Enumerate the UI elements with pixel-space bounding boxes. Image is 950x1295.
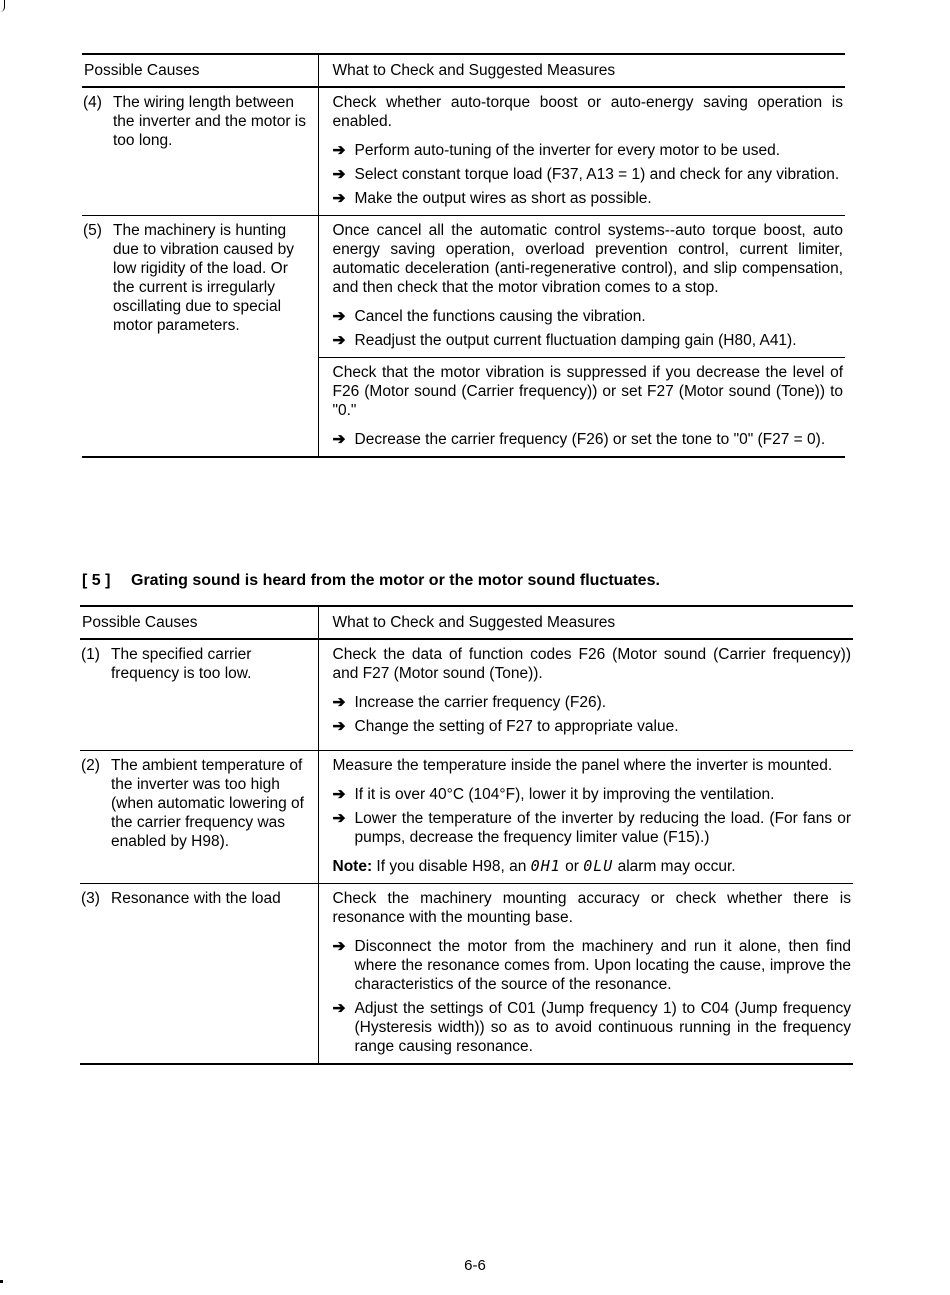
measure-item: ➔ Select constant torque load (F37, A13 = 1) and check for any vibration.	[332, 166, 840, 183]
alarm-code-olu: 0LU	[583, 857, 614, 875]
section-number: [ 5 ]	[82, 572, 111, 589]
measure-item: ➔ Cancel the functions causing the vibration.	[332, 308, 646, 325]
header-possible-causes: Possible Causes	[82, 54, 318, 87]
header-check-measures: What to Check and Suggested Measures	[318, 54, 845, 87]
check-text: Check the machinery mounting accuracy or check whether there is resonance with the mounting base.	[332, 890, 851, 926]
measure-item: ➔ Decrease the carrier frequency (F26) or set the tone to "0" (F27 = 0).	[332, 431, 826, 448]
measure-item: ➔ Disconnect the motor from the machinery and run it alone, then find where the resonance comes from. Upon locating the cause, improve the characteristics of the source of the resonance.	[332, 938, 851, 993]
arrow-right-icon: ➔	[332, 938, 346, 955]
check-text: Check that the motor vibration is suppressed if you decrease the level of F26 (Motor sound (Carrier frequency)) or set F27 (Motor sound (Tone)) to "0."	[332, 364, 843, 419]
page-corner-mark	[0, 1280, 3, 1283]
arrow-right-icon: ➔	[332, 694, 346, 711]
check-text: Once cancel all the automatic control systems--auto torque boost, auto energy saving operation, overload prevention control, current limiter, automatic deceleration (anti-regenerative control), and slip compensation, and then check that the motor vibration comes to a stop.	[332, 222, 843, 296]
measure-item: ➔ Readjust the output current fluctuation damping gain (H80, A41).	[332, 332, 797, 349]
cause-item	[83, 93, 312, 150]
arrow-right-icon: ➔	[332, 190, 346, 207]
table-header-row	[82, 54, 845, 87]
measure-cell	[318, 216, 845, 358]
measure-item: ➔ If it is over 40°C (104°F), lower it by improving the ventilation.	[332, 786, 775, 803]
cause-cell	[82, 216, 318, 458]
measure-cell	[318, 358, 845, 458]
arrow-right-icon: ➔	[332, 718, 346, 735]
note-label: Note:	[332, 858, 373, 875]
measure-cell	[318, 639, 853, 751]
cause-item	[81, 756, 312, 851]
arrow-right-icon: ➔	[332, 308, 346, 325]
page-edge-mark	[0, 0, 5, 12]
cause-item	[83, 221, 312, 335]
check-text: Check whether auto-torque boost or auto-energy saving operation is enabled.	[332, 94, 843, 130]
table-row	[82, 216, 845, 358]
note-text: Note: If you disable H98, an 0H1 or 0LU alarm may occur.	[332, 857, 736, 875]
section-title: Grating sound is heard from the motor or the motor sound fluctuates.	[131, 572, 660, 589]
troubleshooting-table-2	[80, 605, 853, 1065]
measure-item: ➔ Perform auto-tuning of the inverter for every motor to be used.	[332, 142, 781, 159]
cause-cell	[82, 87, 318, 216]
cause-cell	[80, 639, 318, 751]
cause-number: (2)	[81, 757, 100, 774]
cause-item	[81, 889, 312, 908]
page-number: 6-6	[464, 1257, 486, 1274]
cause-text: The wiring length between the inverter and the motor is too long.	[113, 94, 306, 149]
cause-text: The specified carrier frequency is too low.	[111, 646, 252, 682]
table-row	[82, 87, 845, 216]
measure-item: ➔ Lower the temperature of the inverter by reducing the load. (For fans or pumps, decrease the frequency limiter value (F15).)	[332, 810, 851, 846]
arrow-right-icon: ➔	[332, 332, 346, 349]
arrow-right-icon: ➔	[332, 166, 346, 183]
measure-item: ➔ Make the output wires as short as possible.	[332, 190, 652, 207]
cause-cell	[80, 751, 318, 884]
troubleshooting-table-1	[82, 53, 845, 458]
arrow-right-icon: ➔	[332, 142, 346, 159]
header-possible-causes: Possible Causes	[80, 606, 318, 639]
cause-number: (4)	[83, 94, 102, 111]
cause-cell	[80, 884, 318, 1065]
measure-cell	[318, 87, 845, 216]
cause-number: (5)	[83, 222, 102, 239]
cause-item	[81, 645, 312, 683]
cause-number: (3)	[81, 890, 100, 907]
measure-cell	[318, 884, 853, 1065]
table-row	[80, 884, 853, 1065]
cause-text: The ambient temperature of the inverter was too high (when automatic lowering of the carrier frequency was enabled by H98).	[111, 757, 304, 850]
arrow-right-icon: ➔	[332, 786, 346, 803]
cause-number: (1)	[81, 646, 100, 663]
measure-item: ➔ Change the setting of F27 to appropriate value.	[332, 718, 679, 735]
header-check-measures: What to Check and Suggested Measures	[318, 606, 853, 639]
section-heading	[82, 572, 660, 590]
cause-text: The machinery is hunting due to vibration caused by low rigidity of the load. Or the current is irregularly oscillating due to special motor parameters.	[113, 222, 294, 334]
table-row	[80, 751, 853, 884]
check-text: Check the data of function codes F26 (Motor sound (Carrier frequency)) and F27 (Motor sound (Tone)).	[332, 646, 851, 682]
alarm-code-oh1: 0H1	[530, 857, 561, 875]
cause-text: Resonance with the load	[111, 890, 281, 907]
table-row	[80, 639, 853, 751]
table-header-row	[80, 606, 853, 639]
arrow-right-icon: ➔	[332, 810, 346, 827]
measure-cell	[318, 751, 853, 884]
measure-item: ➔ Adjust the settings of C01 (Jump frequency 1) to C04 (Jump frequency (Hysteresis width)) so as to avoid continuous running in the frequency range causing resonance.	[332, 1000, 851, 1055]
check-text: Measure the temperature inside the panel where the inverter is mounted.	[332, 757, 833, 774]
arrow-right-icon: ➔	[332, 1000, 346, 1017]
arrow-right-icon: ➔	[332, 431, 346, 448]
measure-item: ➔ Increase the carrier frequency (F26).	[332, 694, 607, 711]
